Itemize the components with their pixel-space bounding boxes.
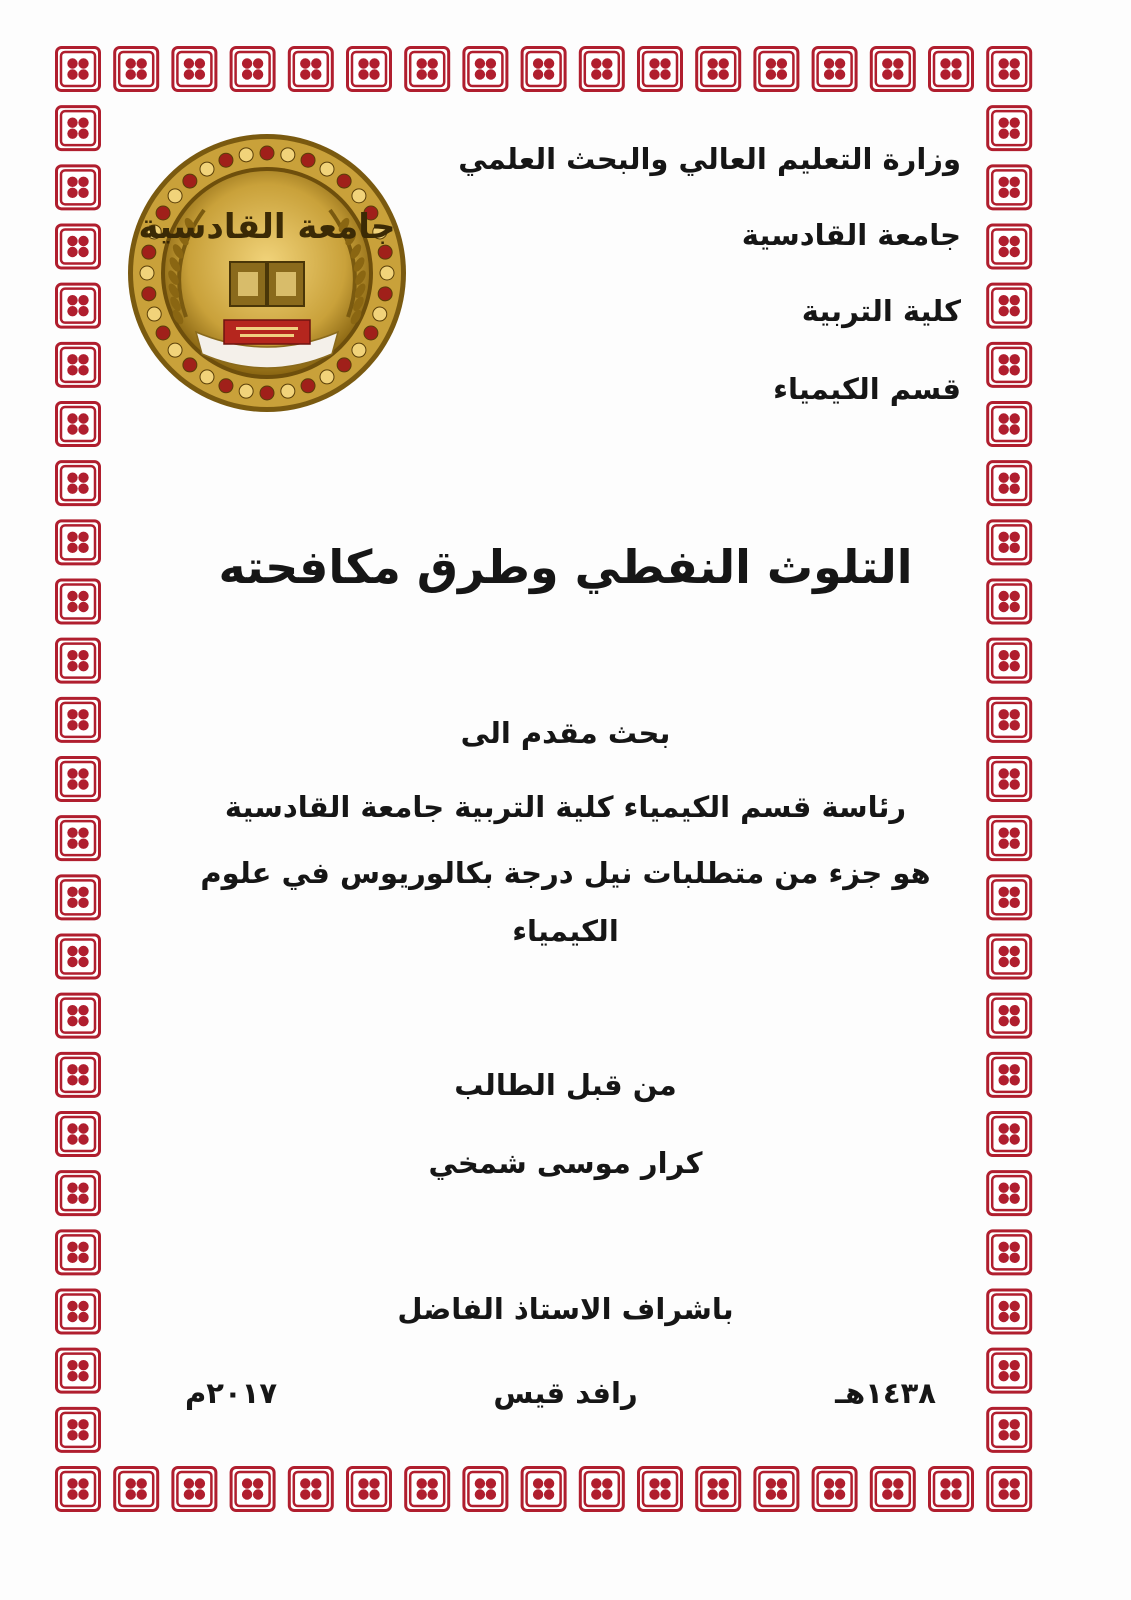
border-tile-icon [57, 107, 100, 150]
border-tile-icon [988, 403, 1031, 446]
college-name: كلية التربية [801, 294, 961, 328]
border-tile-icon [57, 166, 100, 209]
border-tile-icon [57, 1231, 100, 1274]
border-tile-icon [988, 639, 1031, 682]
border-tile-icon [57, 48, 100, 91]
border-tile-icon [813, 1468, 856, 1511]
border-tile-icon [988, 166, 1031, 209]
border-tile-icon [697, 1468, 740, 1511]
border-tile-icon [580, 1468, 623, 1511]
seal-icon [126, 132, 408, 414]
border-tile-icon [755, 1468, 798, 1511]
border-tile-icon [988, 462, 1031, 505]
border-tile-icon [464, 48, 507, 91]
border-tile-icon [57, 1468, 100, 1511]
border-tile-icon [988, 343, 1031, 386]
border-tile-icon [464, 1468, 507, 1511]
border-tile-icon [231, 48, 274, 91]
border-tile-icon [988, 107, 1031, 150]
gregorian-date: ٢٠١٧م [185, 1376, 278, 1410]
ministry-name: وزارة التعليم العالي والبحث العلمي [458, 142, 961, 176]
border-tile-icon [406, 48, 449, 91]
border-tile-icon [348, 1468, 391, 1511]
border-tile-icon [930, 1468, 973, 1511]
submission-line-2: هو جزء من متطلبات نيل درجة بكالوريوس في علوم [200, 856, 931, 890]
border-tile-icon [289, 1468, 332, 1511]
border-tile-icon [988, 48, 1031, 91]
border-tile-icon [580, 48, 623, 91]
border-tile-icon [639, 1468, 682, 1511]
supervisor-label: باشراف الاستاذ الفاضل [397, 1292, 734, 1326]
border-tile-icon [988, 1468, 1031, 1511]
university-name: جامعة القادسية [741, 218, 961, 252]
border-tile-icon [988, 1231, 1031, 1274]
border-tile-icon [57, 462, 100, 505]
hijri-date: ١٤٣٨هـ [835, 1376, 936, 1410]
department-name: قسم الكيمياء [773, 372, 961, 406]
border-tile-icon [871, 48, 914, 91]
border-tile-icon [57, 994, 100, 1037]
border-tile-icon [57, 639, 100, 682]
seal-text: جامعة القادسية [138, 207, 396, 247]
submission-line-3: الكيمياء [512, 914, 619, 948]
student-label: من قبل الطالب [454, 1068, 677, 1102]
border-tile-icon [57, 225, 100, 268]
supervisor-name: رافد قيس [493, 1376, 638, 1410]
border-tile-icon [697, 48, 740, 91]
border-tile-icon [57, 1408, 100, 1451]
border-tile-icon [231, 1468, 274, 1511]
university-seal-logo [126, 132, 408, 414]
border-tile-icon [57, 284, 100, 327]
border-tile-icon [406, 1468, 449, 1511]
student-name: كرار موسى شمخي [428, 1146, 703, 1180]
border-tile-icon [813, 48, 856, 91]
border-tile-icon [988, 1408, 1031, 1451]
border-tile-icon [173, 1468, 216, 1511]
border-tile-icon [348, 48, 391, 91]
border-tile-icon [871, 1468, 914, 1511]
border-tile-icon [522, 48, 565, 91]
research-title: التلوث النفطي وطرق مكافحته [218, 540, 913, 594]
border-tile-icon [173, 48, 216, 91]
border-tile-icon [930, 48, 973, 91]
border-tile-icon [755, 48, 798, 91]
border-tile-icon [115, 1468, 158, 1511]
border-tile-icon [639, 48, 682, 91]
border-tile-icon [57, 343, 100, 386]
border-tile-icon [988, 225, 1031, 268]
submitted-to-label: بحث مقدم الى [460, 716, 671, 750]
border-tile-icon [115, 48, 158, 91]
border-tile-icon [988, 994, 1031, 1037]
border-tile-icon [57, 403, 100, 446]
border-tile-icon [988, 284, 1031, 327]
submission-line-1: رئاسة قسم الكيمياء كلية التربية جامعة القادسية [224, 790, 907, 824]
border-tile-icon [289, 48, 332, 91]
border-tile-icon [522, 1468, 565, 1511]
